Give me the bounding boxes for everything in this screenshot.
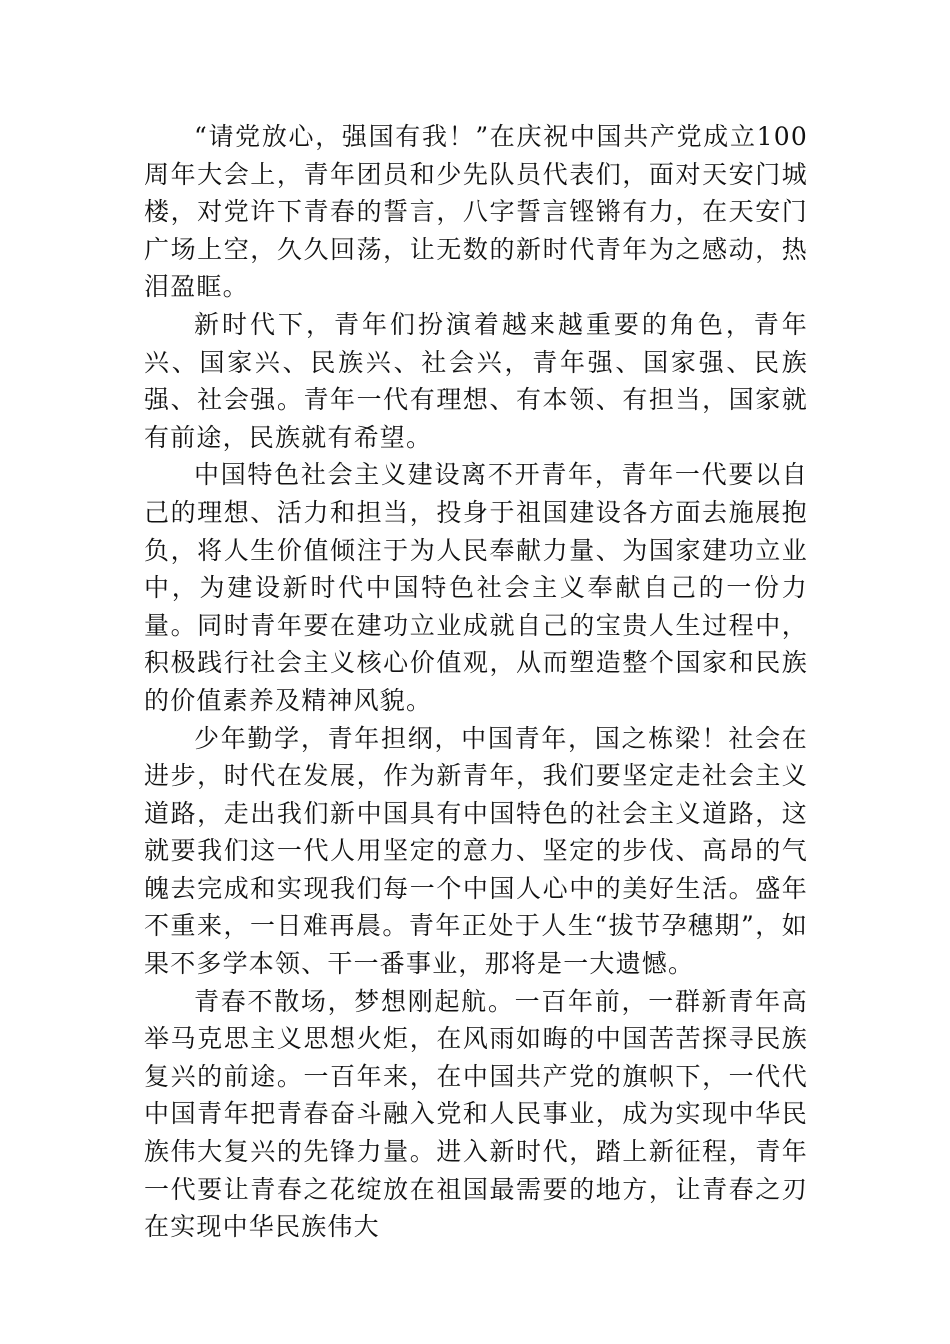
paragraph-4: 少年勤学，青年担纲，中国青年，国之栋梁！社会在进步，时代在发展，作为新青年，我们要坚定走社会主义道路，走出我们新中国具有中国特色的社会主义道路，这就要我们这一代人用坚定的意力、坚定的步伐、高昂的气魄去完成和实现我们每一个中国人心中的美好生活。盛年不重来，一日难再晨。青年正处于人生“拔节孕穗期”，如果不多学本领、干一番事业，那将是一大遗憾。 <box>144 723 808 979</box>
paragraph-5: 青春不散场，梦想刚起航。一百年前，一群新青年高举马克思主义思想火炬，在风雨如晦的中国苦苦探寻民族复兴的前途。一百年来，在中国共产党的旗帜下，一代代中国青年把青春奋斗融入党和人民事业，成为实现中华民族伟大复兴的先锋力量。进入新时代，踏上新征程，青年一代要让青春之花绽放在祖国最需要的地方，让青春之刃在实现中华民族伟大 <box>144 986 808 1242</box>
paragraph-1: “请党放心，强国有我！”在庆祝中国共产党成立100周年大会上，青年团员和少先队员代表们，面对天安门城楼，对党许下青春的誓言，八字誓言铿锵有力，在天安门广场上空，久久回荡，让无数的新时代青年为之感动，热泪盈眶。 <box>144 122 808 302</box>
paragraph-3: 中国特色社会主义建设离不开青年，青年一代要以自己的理想、活力和担当，投身于祖国建设各方面去施展抱负，将人生价值倾注于为人民奉献力量、为国家建功立业中，为建设新时代中国特色社会主义奉献自己的一份力量。同时青年要在建功立业成就自己的宝贵人生过程中，积极践行社会主义核心价值观，从而塑造整个国家和民族的价值素养及精神风貌。 <box>144 460 808 715</box>
document-body <box>144 118 808 1246</box>
paragraph-2: 新时代下，青年们扮演着越来越重要的角色，青年兴、国家兴、民族兴、社会兴，青年强、国家强、民族强、社会强。青年一代有理想、有本领、有担当，国家就有前途，民族就有希望。 <box>144 309 808 452</box>
